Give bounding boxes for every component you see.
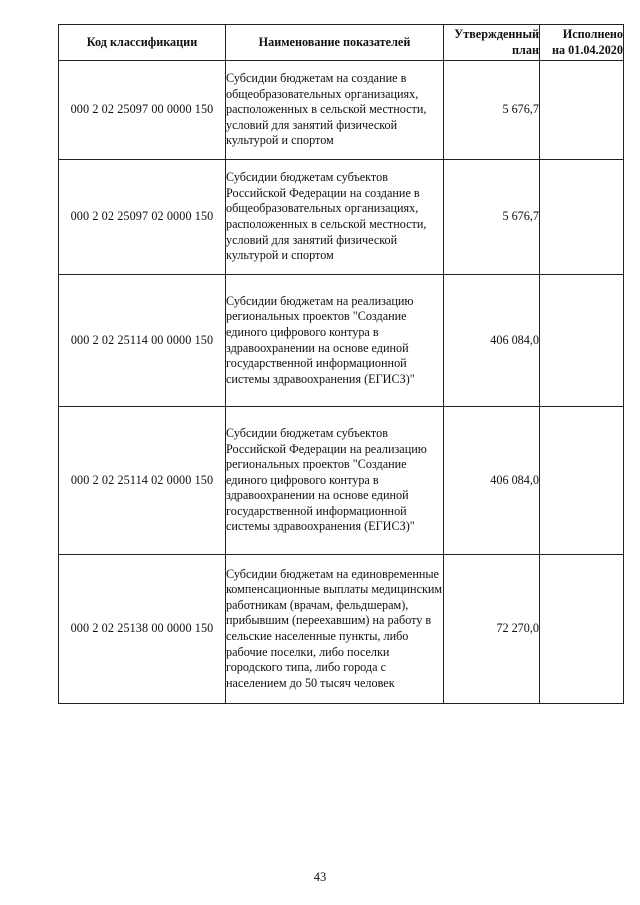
header-code: Код классификации <box>59 25 226 61</box>
row-code: 000 2 02 25114 02 0000 150 <box>59 407 226 555</box>
header-done <box>540 25 624 61</box>
row-name: Субсидии бюджетам на создание в общеобразовательных организациях, расположенных в сельской местности, условий для занятий физической культурой и спортом <box>226 61 444 160</box>
row-name: Субсидии бюджетам на единовременные компенсационные выплаты медицинским работникам (врачам, фельдшерам), прибывшим (переехавшим) на работу в сельские населенные пункты, либо рабочие поселки, либо поселки городского типа, либо города с населением до 50 тысяч человек <box>226 555 444 704</box>
row-name: Субсидии бюджетам на реализацию региональных проектов "Создание единого цифрового контура в здравоохранении на основе единой государственной информационной системы здравоохранения (ЕГИСЗ)" <box>226 275 444 407</box>
header-row <box>59 25 624 61</box>
row-name: Субсидии бюджетам субъектов Российской Федерации на создание в общеобразовательных организациях, расположенных в сельской местности, условий для занятий физической культурой и спортом <box>226 160 444 275</box>
table-body <box>59 61 624 704</box>
header-plan-line1: Утвержденный <box>454 26 539 41</box>
row-done <box>540 61 624 160</box>
header-done-line1: Исполнено <box>562 26 623 41</box>
row-done <box>540 160 624 275</box>
row-code: 000 2 02 25097 02 0000 150 <box>59 160 226 275</box>
row-plan: 5 676,7 <box>444 160 540 275</box>
table-row <box>59 555 624 704</box>
table-header <box>59 25 624 61</box>
row-plan: 72 270,0 <box>444 555 540 704</box>
row-plan: 406 084,0 <box>444 407 540 555</box>
row-done <box>540 407 624 555</box>
row-plan: 406 084,0 <box>444 275 540 407</box>
header-done-line2: на 01.04.2020 <box>551 42 623 57</box>
row-name: Субсидии бюджетам субъектов Российской Федерации на реализацию региональных проектов "Создание единого цифрового контура в здравоохранении на основе единой государственной информационной системы здравоохранения (ЕГИСЗ)" <box>226 407 444 555</box>
table-row <box>59 275 624 407</box>
row-done <box>540 555 624 704</box>
table-row <box>59 61 624 160</box>
row-code: 000 2 02 25097 00 0000 150 <box>59 61 226 160</box>
header-name: Наименование показателей <box>226 25 444 61</box>
table-row <box>59 160 624 275</box>
budget-table <box>58 24 624 704</box>
row-code: 000 2 02 25138 00 0000 150 <box>59 555 226 704</box>
row-plan: 5 676,7 <box>444 61 540 160</box>
page-number: 43 <box>313 870 327 884</box>
header-plan-line2: план <box>512 42 539 57</box>
row-done <box>540 275 624 407</box>
table-row <box>59 407 624 555</box>
row-code: 000 2 02 25114 00 0000 150 <box>59 275 226 407</box>
header-plan <box>444 25 540 61</box>
